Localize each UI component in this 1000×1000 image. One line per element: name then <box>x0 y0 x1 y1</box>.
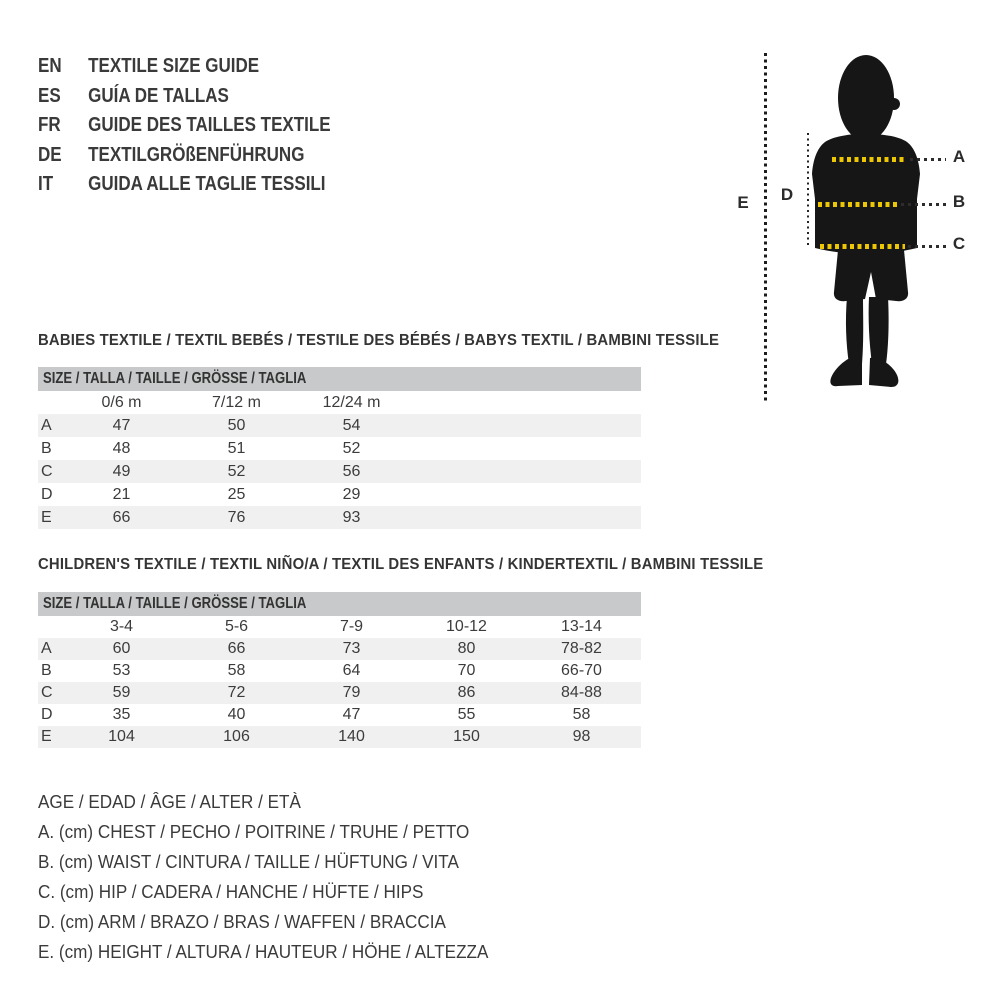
language-row <box>38 52 331 82</box>
size-column-header: 3-4 <box>109 618 134 635</box>
language-row <box>38 170 331 200</box>
size-value: 64 <box>342 662 361 679</box>
row-label: B <box>41 662 52 679</box>
measure-label-waist: B <box>952 192 966 211</box>
table-row <box>38 704 641 726</box>
hip-dash-line <box>820 244 905 249</box>
size-header-bar <box>38 592 641 616</box>
language-title: GUÍA DE TALLAS <box>88 84 229 107</box>
legend-item: D. (cm) ARM / BRAZO / BRAS / WAFFEN / BRACCIA <box>38 911 446 932</box>
size-value: 40 <box>227 706 246 723</box>
size-value: 84-88 <box>561 684 602 701</box>
measurement-figure <box>730 45 980 407</box>
legend-item: B. (cm) WAIST / CINTURA / TAILLE / HÜFTUNG / VITA <box>38 851 459 872</box>
size-value: 47 <box>342 706 361 723</box>
language-code: FR <box>38 114 61 137</box>
size-value: 25 <box>227 485 246 503</box>
table-row <box>38 483 641 506</box>
children-section-title: CHILDREN'S TEXTILE / TEXTIL NIÑO/A / TEXTIL DES ENFANTS / KINDERTEXTIL / BAMBINI TESSILE <box>38 556 764 573</box>
row-label: E <box>41 508 52 526</box>
language-row <box>38 141 331 171</box>
measure-label-height: E <box>737 193 749 212</box>
size-value: 150 <box>453 728 480 745</box>
legend-item: A. (cm) CHEST / PECHO / POITRINE / TRUHE / PETTO <box>38 821 470 842</box>
size-value: 60 <box>112 640 131 657</box>
language-row <box>38 111 331 141</box>
size-value: 72 <box>227 684 246 701</box>
size-value: 48 <box>112 439 131 457</box>
row-label: D <box>41 706 53 723</box>
language-code: EN <box>38 55 62 78</box>
size-value: 55 <box>457 706 476 723</box>
legend-item: C. (cm) HIP / CADERA / HANCHE / HÜFTE / HIPS <box>38 881 424 902</box>
size-value: 66 <box>227 640 246 657</box>
size-column-header: 0/6 m <box>101 393 142 411</box>
size-value: 29 <box>342 485 361 503</box>
hip-guide-dots <box>908 245 946 248</box>
waist-guide-dots <box>901 203 946 206</box>
legend-item: E. (cm) HEIGHT / ALTURA / HAUTEUR / HÖHE / ALTEZZA <box>38 941 489 962</box>
language-title: GUIDE DES TAILLES TEXTILE <box>88 114 331 137</box>
legend-age-line: AGE / EDAD / ÂGE / ALTER / ETÀ <box>38 791 301 812</box>
size-value: 79 <box>342 684 361 701</box>
table-row <box>38 638 641 660</box>
size-value: 76 <box>227 508 246 526</box>
column-header-row <box>38 391 641 414</box>
size-value: 47 <box>112 416 131 434</box>
row-label: C <box>41 462 53 480</box>
row-label: D <box>41 485 53 503</box>
language-title: TEXTILGRÖßENFÜHRUNG <box>88 143 305 166</box>
row-label: E <box>41 728 52 745</box>
language-code: IT <box>38 173 54 196</box>
table-row <box>38 437 641 460</box>
language-title: GUIDA ALLE TAGLIE TESSILI <box>88 173 326 196</box>
size-value: 35 <box>112 706 131 723</box>
row-label: B <box>41 439 52 457</box>
chest-dash-line <box>832 157 907 162</box>
size-column-header: 10-12 <box>446 618 487 635</box>
child-silhouette-icon <box>805 52 940 390</box>
measure-label-hip: C <box>952 234 966 253</box>
language-code: ES <box>38 84 61 107</box>
table-row <box>38 682 641 704</box>
size-value: 80 <box>457 640 476 657</box>
size-value: 54 <box>342 416 361 434</box>
measurement-legend <box>38 787 512 967</box>
chest-guide-dots <box>910 158 946 161</box>
row-label: A <box>41 416 52 434</box>
height-measure-line <box>764 53 767 401</box>
size-value: 58 <box>572 706 591 723</box>
babies-section-title: BABIES TEXTILE / TEXTIL BEBÉS / TESTILE DES BÉBÉS / BABYS TEXTIL / BAMBINI TESSILE <box>38 332 720 349</box>
size-value: 51 <box>227 439 246 457</box>
size-column-header: 5-6 <box>224 618 249 635</box>
size-value: 70 <box>457 662 476 679</box>
waist-dash-line <box>818 202 898 207</box>
size-value: 49 <box>112 462 131 480</box>
table-row <box>38 660 641 682</box>
size-header-bar <box>38 367 641 391</box>
size-value: 58 <box>227 662 246 679</box>
language-title-list <box>38 52 382 200</box>
table-row <box>38 726 641 748</box>
size-column-header: 7-9 <box>339 618 364 635</box>
size-header-label: SIZE / TALLA / TAILLE / GRÖSSE / TAGLIA <box>43 595 307 612</box>
size-value: 78-82 <box>561 640 602 657</box>
size-value: 93 <box>342 508 361 526</box>
size-value: 66 <box>112 508 131 526</box>
size-value: 53 <box>112 662 131 679</box>
size-value: 106 <box>223 728 250 745</box>
size-value: 66-70 <box>561 662 602 679</box>
size-value: 52 <box>342 439 361 457</box>
language-title: TEXTILE SIZE GUIDE <box>88 55 260 78</box>
babies-size-table <box>38 367 641 529</box>
row-label: C <box>41 684 53 701</box>
size-value: 59 <box>112 684 131 701</box>
size-column-header: 13-14 <box>561 618 602 635</box>
table-row <box>38 506 641 529</box>
column-header-row <box>38 616 641 638</box>
measure-label-arm: D <box>780 185 794 204</box>
table-row <box>38 414 641 437</box>
size-value: 56 <box>342 462 361 480</box>
size-value: 98 <box>572 728 591 745</box>
table-row <box>38 460 641 483</box>
language-code: DE <box>38 143 62 166</box>
row-label: A <box>41 640 52 657</box>
language-row <box>38 82 331 112</box>
size-value: 52 <box>227 462 246 480</box>
size-value: 104 <box>108 728 135 745</box>
size-header-label: SIZE / TALLA / TAILLE / GRÖSSE / TAGLIA <box>43 370 307 387</box>
size-column-header: 7/12 m <box>212 393 261 411</box>
size-value: 86 <box>457 684 476 701</box>
measure-label-chest: A <box>952 147 966 166</box>
size-value: 21 <box>112 485 131 503</box>
size-value: 140 <box>338 728 365 745</box>
size-value: 73 <box>342 640 361 657</box>
size-value: 50 <box>227 416 246 434</box>
size-column-header: 12/24 m <box>322 393 381 411</box>
children-size-table <box>38 592 641 748</box>
